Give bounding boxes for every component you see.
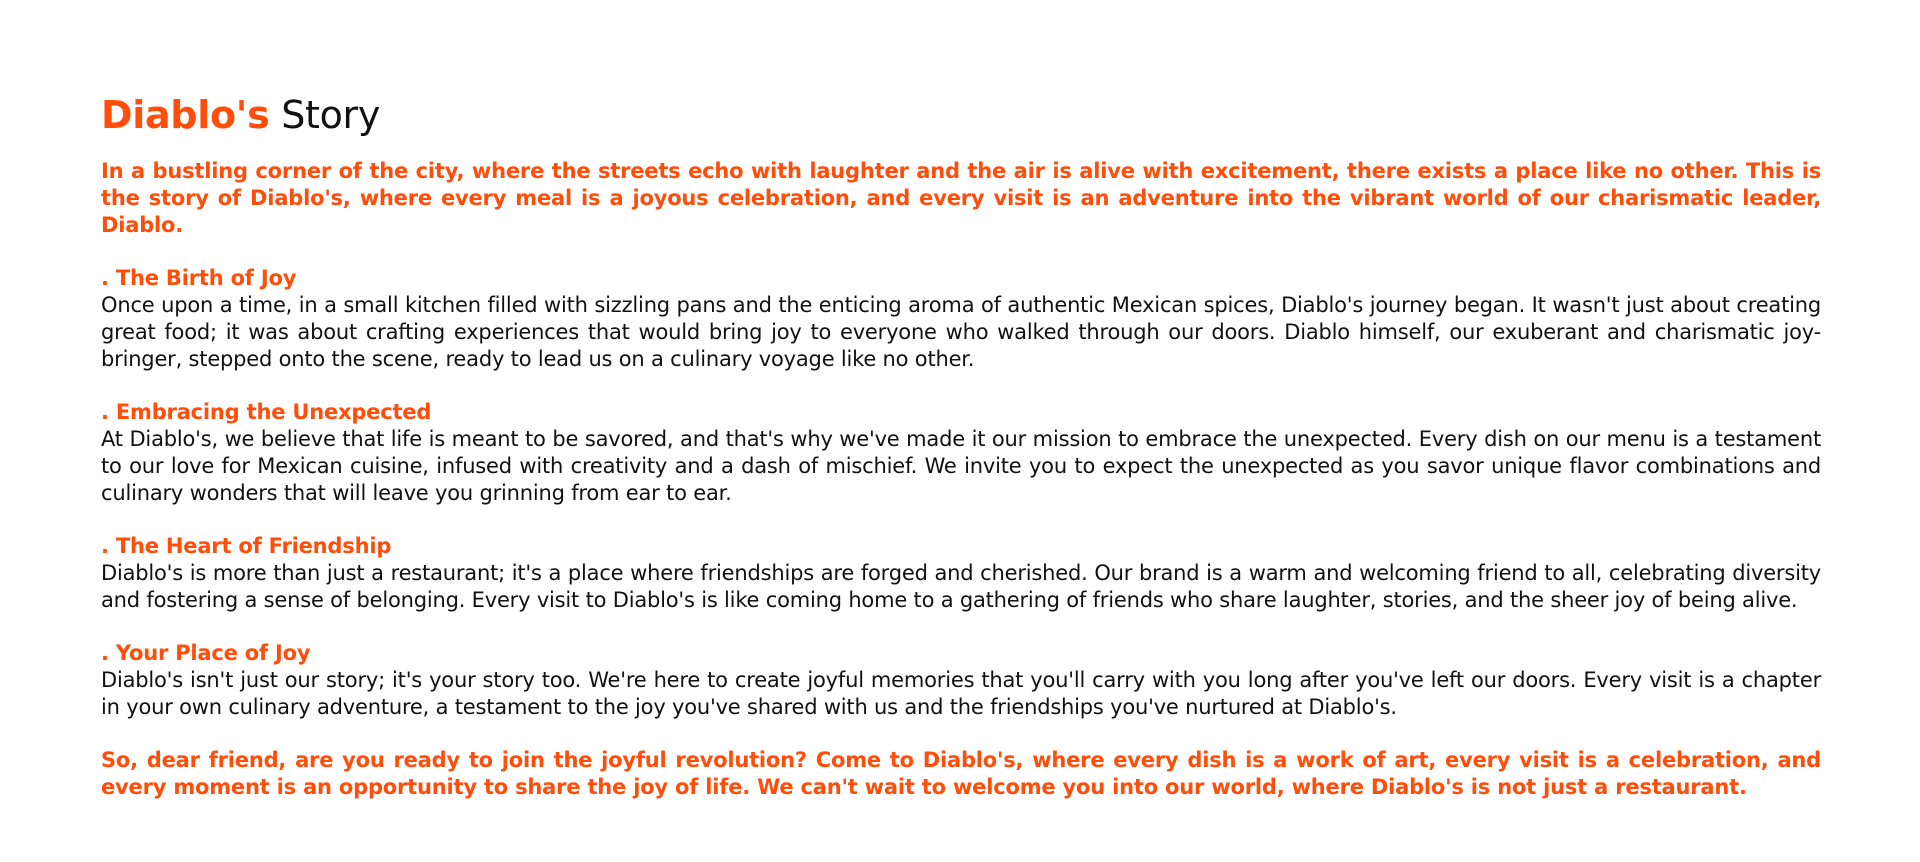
section-heading: . The Heart of Friendship bbox=[101, 534, 392, 558]
section-heading: . The Birth of Joy bbox=[101, 266, 297, 290]
title-accent: Diablo's bbox=[101, 93, 270, 137]
section-heading: . Embracing the Unexpected bbox=[101, 400, 432, 424]
section-body: Diablo's isn't just our story; it's your story too. We're here to create joyful memories that you'll carry with you long after you've left our doors. Every visit is a chapter in your own culinary adventure, a testament to the joy you've shared with us and the friendships you've nurtured at Diablo's. bbox=[101, 668, 1821, 719]
section-birth-of-joy bbox=[101, 265, 1821, 373]
story-article bbox=[101, 90, 1821, 801]
closing-paragraph: So, dear friend, are you ready to join the joyful revolution? Come to Diablo's, where every dish is a work of art, every visit is a celebration, and every moment is an opportunity to share the joy of life. We can't wait to welcome you into our world, where Diablo's is not just a restaurant. bbox=[101, 748, 1821, 799]
section-heading: . Your Place of Joy bbox=[101, 641, 311, 665]
title-rest: Story bbox=[281, 93, 381, 137]
section-body: Once upon a time, in a small kitchen filled with sizzling pans and the enticing aroma of authentic Mexican spices, Diablo's journey began. It wasn't just about creating great food; it was about crafting experiences that would bring joy to everyone who walked through our doors. Diablo himself, our exuberant and charismatic joy-bringer, stepped onto the scene, ready to lead us on a culinary voyage like no other. bbox=[101, 293, 1821, 371]
section-your-place-of-joy bbox=[101, 640, 1821, 721]
section-heart-of-friendship bbox=[101, 533, 1821, 614]
section-body: At Diablo's, we believe that life is meant to be savored, and that's why we've made it our mission to embrace the unexpected. Every dish on our menu is a testament to our love for Mexican cuisine, infused with creativity and a dash of mischief. We invite you to expect the unexpected as you savor unique flavor combinations and culinary wonders that will leave you grinning from ear to ear. bbox=[101, 427, 1821, 505]
intro-paragraph: In a bustling corner of the city, where the streets echo with laughter and the air is alive with excitement, there exists a place like no other. This is the story of Diablo's, where every meal is a joyous celebration, and every visit is an adventure into the vibrant world of our charismatic leader, Diablo. bbox=[101, 159, 1821, 237]
section-body: Diablo's is more than just a restaurant; it's a place where friendships are forged and cherished. Our brand is a warm and welcoming friend to all, celebrating diversity and fostering a sense of belonging. Every visit to Diablo's is like coming home to a gathering of friends who share laughter, stories, and the sheer joy of being alive. bbox=[101, 561, 1821, 612]
page-title bbox=[101, 90, 1821, 140]
section-embracing-unexpected bbox=[101, 399, 1821, 507]
